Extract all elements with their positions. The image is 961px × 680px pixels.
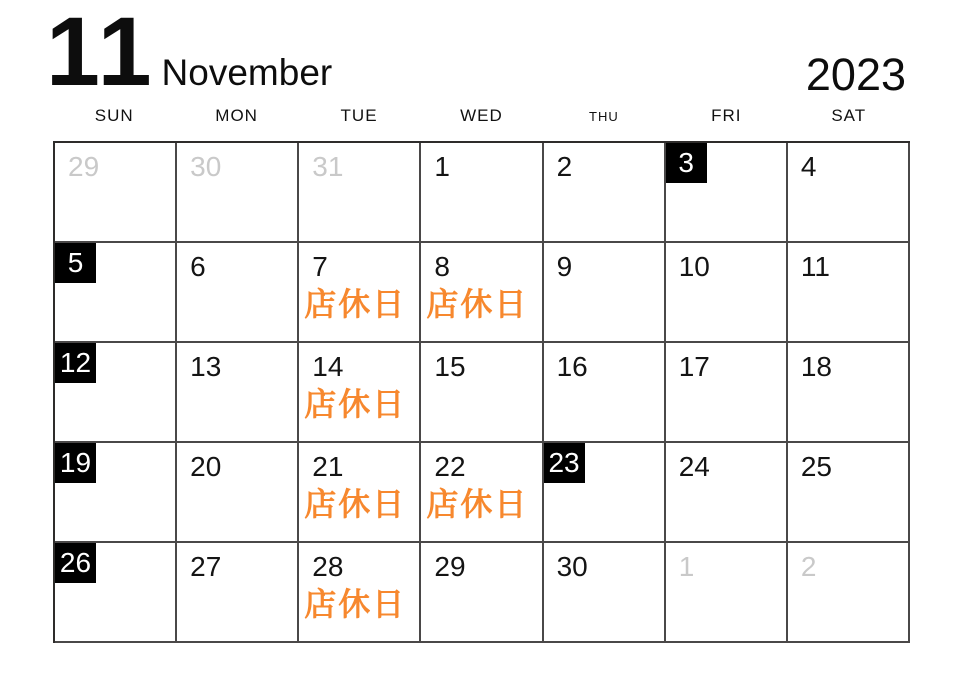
weekday-label-sun: SUN xyxy=(94,106,134,125)
date-number: 6 xyxy=(190,251,206,282)
date-highlighted: 3 xyxy=(666,143,707,183)
date-highlighted: 19 xyxy=(55,443,96,483)
calendar-title xyxy=(46,0,333,106)
calendar-cell-6 xyxy=(177,243,299,343)
date-number: 1 xyxy=(434,151,450,182)
date-adjacent-month: 30 xyxy=(190,151,222,182)
calendar-cell-30 xyxy=(544,543,666,643)
calendar-cell-16 xyxy=(544,343,666,443)
date-number: 27 xyxy=(190,551,222,582)
closed-day-label: 店休日 xyxy=(304,486,407,522)
date-number: 8 xyxy=(434,251,450,282)
calendar-cell-5 xyxy=(55,243,177,343)
calendar-cell-21 xyxy=(299,443,421,543)
calendar-cell-1 xyxy=(666,543,788,643)
weekday-label-sat: SAT xyxy=(831,106,867,125)
date-adjacent-month: 2 xyxy=(800,551,817,582)
closed-day-label: 店休日 xyxy=(304,586,407,622)
month-number: 11 xyxy=(46,0,155,106)
calendar-cell-17 xyxy=(666,343,788,443)
date-number: 7 xyxy=(312,251,328,282)
closed-day-label: 店休日 xyxy=(426,286,529,322)
date-highlighted: 5 xyxy=(55,243,96,283)
date-adjacent-month: 1 xyxy=(678,551,695,582)
closed-day-label: 店休日 xyxy=(426,486,529,522)
calendar-cell-20 xyxy=(177,443,299,543)
calendar-cell-26 xyxy=(55,543,177,643)
calendar-cell-31 xyxy=(299,143,421,243)
date-number: 29 xyxy=(434,551,466,582)
calendar-cell-2 xyxy=(788,543,910,643)
closed-day-label: 店休日 xyxy=(304,286,407,322)
closed-day-label: 店休日 xyxy=(304,386,407,422)
calendar-cell-4 xyxy=(788,143,910,243)
date-number: 9 xyxy=(556,251,573,282)
calendar-cell-25 xyxy=(788,443,910,543)
calendar-cell-15 xyxy=(421,343,543,443)
calendar-cell-8 xyxy=(421,243,543,343)
date-number: 17 xyxy=(678,351,710,382)
date-number: 20 xyxy=(190,451,222,482)
calendar-cell-14 xyxy=(299,343,421,443)
date-highlighted: 26 xyxy=(55,543,96,583)
date-number: 10 xyxy=(678,251,710,282)
calendar-cell-1 xyxy=(421,143,543,243)
date-number: 28 xyxy=(312,551,344,582)
date-number: 13 xyxy=(190,351,222,382)
calendar-cell-13 xyxy=(177,343,299,443)
calendar-cell-11 xyxy=(788,243,910,343)
date-number: 25 xyxy=(800,451,832,482)
date-number: 15 xyxy=(434,351,466,382)
calendar-cell-30 xyxy=(177,143,299,243)
date-number: 16 xyxy=(556,351,588,382)
weekday-header-row xyxy=(53,106,910,126)
calendar-cell-28 xyxy=(299,543,421,643)
date-highlighted: 12 xyxy=(55,343,96,383)
calendar-cell-9 xyxy=(544,243,666,343)
calendar-cell-27 xyxy=(177,543,299,643)
weekday-label-tue: TUE xyxy=(340,106,378,125)
date-number: 4 xyxy=(800,151,817,182)
weekday-label-wed: WED xyxy=(460,106,503,125)
date-highlighted: 23 xyxy=(544,443,585,483)
date-number: 2 xyxy=(556,151,573,182)
weekday-label-fri: FRI xyxy=(711,106,742,125)
calendar-cell-10 xyxy=(666,243,788,343)
calendar-cell-18 xyxy=(788,343,910,443)
calendar-cell-19 xyxy=(55,443,177,543)
date-number: 24 xyxy=(678,451,710,482)
date-number: 21 xyxy=(312,451,344,482)
weekday-label-thu: THU xyxy=(589,109,619,124)
weekday-label-mon: MON xyxy=(215,106,258,125)
date-number: 22 xyxy=(434,451,466,482)
calendar-cell-24 xyxy=(666,443,788,543)
date-number: 14 xyxy=(312,351,344,382)
calendar-cell-29 xyxy=(421,543,543,643)
calendar-cell-3 xyxy=(666,143,788,243)
month-name: November xyxy=(161,52,333,93)
calendar-cell-7 xyxy=(299,243,421,343)
calendar-cell-22 xyxy=(421,443,543,543)
calendar-cell-2 xyxy=(544,143,666,243)
date-adjacent-month: 31 xyxy=(312,151,344,182)
calendar-cell-29 xyxy=(55,143,177,243)
year-label: 2023 xyxy=(805,49,906,100)
calendar-cell-23 xyxy=(544,443,666,543)
calendar-cell-12 xyxy=(55,343,177,443)
date-number: 11 xyxy=(800,251,830,282)
date-adjacent-month: 29 xyxy=(68,151,100,182)
date-number: 18 xyxy=(800,351,832,382)
date-number: 30 xyxy=(556,551,588,582)
calendar-grid xyxy=(53,141,910,643)
